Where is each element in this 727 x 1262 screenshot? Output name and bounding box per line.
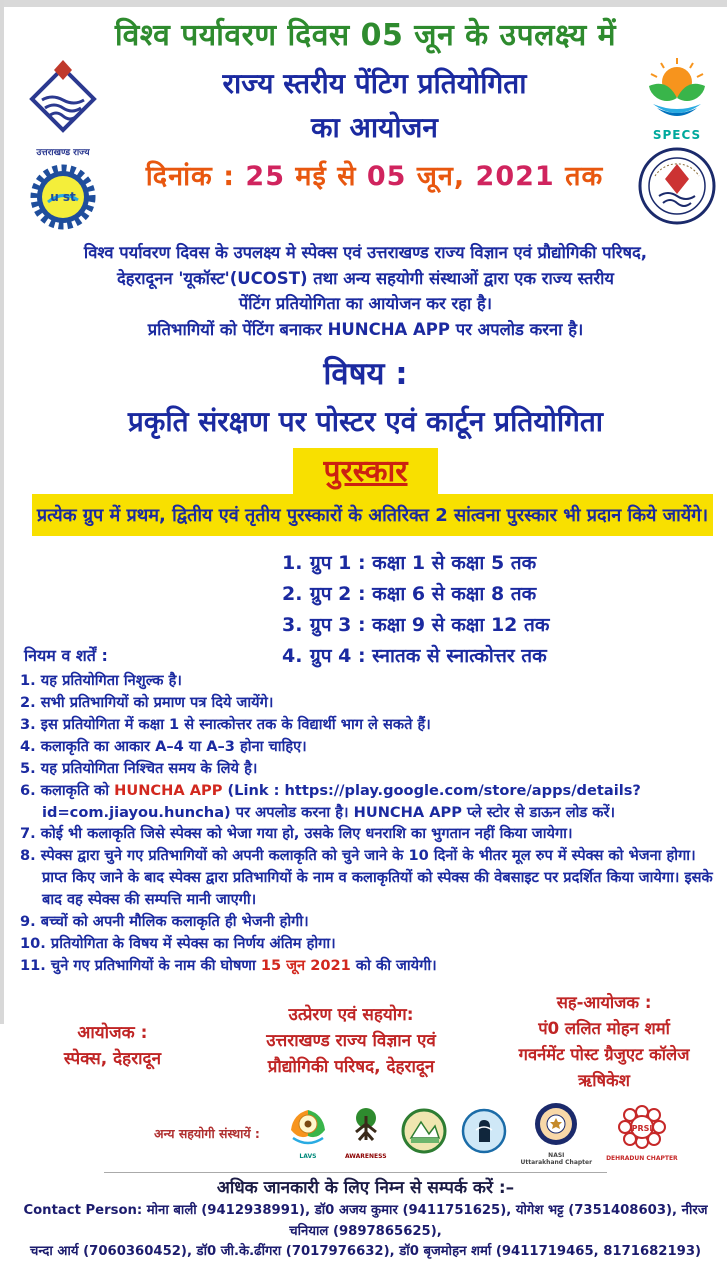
co-organizer-line3: ऋषिकेश: [578, 1070, 630, 1090]
partners-section: [4, 1101, 727, 1166]
fist-globe-logo-icon: [461, 1108, 507, 1158]
prsi-caption: DEHRADUN CHAPTER: [606, 1155, 678, 1163]
intro-line-2: देहरादूनन 'यूकॉस्ट'(UCOST) तथा अन्य सहयोगी संस्थाओं द्वारा एक राज्य स्तरीय: [117, 268, 614, 288]
left-logo-column: [4, 56, 122, 234]
rule-1: 1. यह प्रतियोगिता निशुल्क है।: [20, 672, 182, 690]
svg-text:PRSI: PRSI: [631, 1124, 653, 1134]
intro-line-3: पेंटिंग प्रतियोगिता का आयोजन कर रहा है।: [238, 294, 493, 314]
event-title-line2: का आयोजन: [311, 111, 438, 144]
date-label: दिनांक :: [145, 161, 235, 192]
ucost-gear-icon: [30, 164, 96, 234]
rule-8: 8. स्पेक्स द्वारा चुने गए प्रतिभागियों को अपनी कलाकृति को चुने जाने के 10 दिनों के भीतर मूल रुप में स्पेक्स को भेजना होगा। प्राप्त किए जाने के बाद स्पेक्स द्वारा प्रतिभागियों के नाम व कलाकृतियों को स्पेक्स की वेबसाइट पर प्रदर्शित किया जायेगा। इसके बाद वह स्पेक्स की सम्पत्ति मानी जाएगी।: [20, 847, 713, 909]
specs-logo-icon: [637, 56, 717, 128]
uttarakhand-emblem-icon: [22, 58, 104, 144]
rule-11: 11. चुने गए प्रतिभागियों के नाम की घोषणा 15 जून 2021 को की जायेगी।: [20, 956, 437, 974]
co-organizer-line1: पं0 ललित मोहन शर्मा: [538, 1018, 670, 1038]
contact-info: [4, 1201, 727, 1262]
co-organizer-title: सह-आयोजक :: [556, 992, 652, 1012]
header-row: [4, 56, 727, 234]
contact-divider: [104, 1172, 607, 1173]
organizer-title: आयोजक :: [77, 1022, 148, 1043]
prsi-logo-icon: [617, 1104, 667, 1154]
nasi-caption: NASI Uttarakhand Chapter: [520, 1151, 593, 1166]
groups-list: [282, 544, 549, 668]
partner-logo: [521, 1101, 593, 1166]
partner-logo: [461, 1108, 507, 1158]
awareness-tree-icon: [346, 1106, 386, 1152]
mountain-society-seal-icon: [401, 1108, 447, 1158]
svg-text:u st: u st: [50, 190, 76, 204]
rule-3: 3. इस प्रतियोगिता में कक्षा 1 से स्नात्कोत्तर तक के विद्यार्थी भाग ले सकते हैं।: [20, 716, 431, 734]
subject-title: प्रकृति संरक्षण पर पोस्टर एवं कार्टून प्रतियोगिता: [127, 405, 604, 439]
rule-5: 5. यह प्रतियोगिता निश्चित समय के लिये है।: [20, 759, 258, 777]
header-center: [122, 56, 627, 234]
nasi-seal-icon: [533, 1101, 579, 1151]
group-item: 2. ग्रुप 2 : कक्षा 6 से कक्षा 8 तक: [282, 583, 537, 606]
intro-line-4: प्रतिभागियों को पेंटिंग बनाकर HUNCHA APP पर अपलोड करना है।: [147, 319, 584, 339]
group-item: 1. ग्रुप 1 : कक्षा 1 से कक्षा 5 तक: [282, 552, 537, 575]
contact-line-2: चन्दा आर्य (7060360452), डॉ0 जी.के.ढींगरा (7017976632), डॉ0 बृजमोहन शर्मा (9411719465, 8171682193): [29, 1244, 702, 1259]
rule-7: 7. कोई भी कलाकृति जिसे स्पेक्स को भेजा गया हो, उसके लिए धनराशि का भुगतान नहीं किया जायेगा।: [20, 825, 573, 843]
rule-9: 9. बच्चों को अपनी मौलिक कलाकृति ही भेजनी होगी।: [20, 913, 309, 931]
announcement-date-highlight: 15 जून 2021: [260, 956, 351, 974]
contact-heading: अधिक जानकारी के लिए निम्न से सम्पर्क करें :–: [216, 1178, 515, 1199]
rule-10: 10. प्रतियोगिता के विषय में स्पेक्स का निर्णय अंतिम होगा।: [20, 934, 336, 952]
event-title-line1: राज्य स्तरीय पेंटिग प्रतियोगिता: [222, 67, 527, 100]
rules-heading-cell: [4, 544, 282, 668]
prize-note-band: प्रत्येक ग्रुप में प्रथम, द्वितीय एवं तृतीय पुरस्कारों के अतिरिक्त 2 सांत्वना पुरस्कार भी प्रदान किये जायेंगे।: [32, 494, 713, 536]
rules-list: [20, 670, 719, 976]
co-organizer-column: [481, 987, 727, 1091]
specs-logo-caption: SPECS: [652, 128, 702, 142]
rule-4: 4. कलाकृति का आकार A–4 या A–3 होना चाहिए।: [20, 737, 307, 755]
partner-logo: [285, 1106, 331, 1160]
organizer-column: [4, 987, 221, 1091]
contact-line-1: Contact Person: मोना बाली (9412938991), डॉ0 अजय कुमार (9411751625), योगेश भट्ट (7351408603), नीरज चनियाल (9897865625),: [23, 1203, 708, 1239]
partner-logo: [401, 1108, 447, 1158]
date-line: दिनांक : 25 मई से 05 जून, 2021 तक: [145, 161, 604, 192]
lavs-logo-icon: [285, 1106, 331, 1152]
co-organizer-line2: गवर्नमेंट पोस्ट ग्रैजुएट कॉलेज: [518, 1044, 690, 1064]
awareness-caption: AWARENESS: [344, 1153, 387, 1161]
partners-label: अन्य सहयोगी संस्थायें :: [154, 1125, 260, 1141]
intro-paragraph: [4, 240, 727, 342]
prize-heading: पुरस्कार: [293, 448, 437, 494]
prize-heading-wrap: [4, 448, 727, 494]
group-item: 3. ग्रुप 3 : कक्षा 9 से कक्षा 12 तक: [282, 614, 550, 637]
groups-section: [4, 544, 727, 668]
intro-line-1: विश्व पर्यावरण दिवस के उपलक्ष्य मे स्पेक्स एवं उत्तराखण्ड राज्य विज्ञान एवं प्रौद्योगिकी परिषद,: [83, 243, 648, 262]
partner-logo: [345, 1106, 387, 1160]
rules-heading: नियम व शर्तें :: [24, 646, 108, 666]
catalyst-column: [221, 987, 481, 1091]
right-logo-column: [627, 56, 727, 234]
catalyst-line2: प्रौद्योगिकी परिषद, देहरादून: [267, 1056, 435, 1077]
huncha-app-highlight: HUNCHA APP: [114, 781, 223, 799]
scan-edge: [4, 0, 727, 7]
catalyst-line1: उत्तराखण्ड राज्य विज्ञान एवं: [266, 1030, 436, 1051]
college-seal-icon: [637, 146, 717, 230]
subject-label: विषय :: [323, 356, 408, 393]
partner-logo: [606, 1104, 678, 1162]
poster-top-title: विश्व पर्यावरण दिवस 05 जून के उपलक्ष्य में: [114, 18, 617, 53]
organizer-name: स्पेक्स, देहरादून: [63, 1048, 162, 1069]
rule-6: 6. कलाकृति को HUNCHA APP (Link : https://play.google.com/store/apps/details?id=com.jiayou.huncha) पर अपलोड करना है। HUNCHA APP प्ले स्टोर से डाऊन लोड करें।: [20, 781, 641, 821]
lavs-caption: LAVS: [299, 1153, 317, 1161]
catalyst-title: उत्प्रेरण एवं सहयोग:: [288, 1004, 414, 1025]
rule-2: 2. सभी प्रतिभागियों को प्रमाण पत्र दिये जायेंगे।: [20, 694, 274, 712]
group-item: 4. ग्रुप 4 : स्नातक से स्नात्कोत्तर तक: [282, 645, 547, 668]
uttarakhand-emblem-caption: उत्तराखण्ड राज्य: [36, 148, 90, 158]
organizers-section: [4, 987, 727, 1091]
